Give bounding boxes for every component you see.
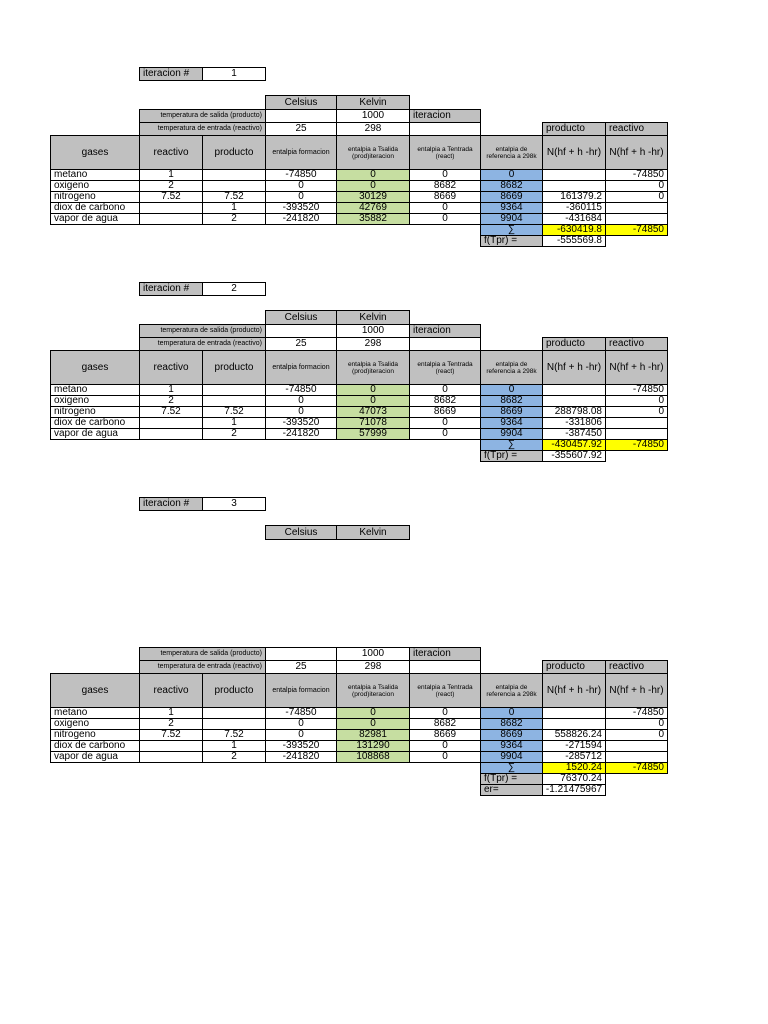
f-value[interactable]: -355607.92	[542, 450, 606, 462]
table-cell[interactable]: -393520	[265, 740, 337, 752]
table-cell[interactable]: 0	[336, 384, 410, 396]
table-cell[interactable]: 0	[605, 729, 668, 741]
table-cell[interactable]: 0	[336, 180, 410, 192]
kelvin-header: Kelvin	[336, 310, 410, 325]
table-cell[interactable]: -74850	[605, 384, 668, 396]
entalpia-tsalida-header: entalpia a Tsalida (prod)iteracion	[336, 135, 410, 170]
table-cell[interactable]: 7.52	[202, 406, 266, 418]
gases-header: gases	[50, 673, 140, 708]
reactivo-header: reactivo	[139, 350, 203, 385]
table-cell[interactable]: 0	[336, 718, 410, 730]
temp-entrada-label: temperatura de entrada (reactivo)	[139, 660, 266, 674]
gas-name-cell: metano	[50, 707, 140, 719]
table-cell[interactable]: 0	[480, 169, 543, 181]
table-cell[interactable]: 8682	[409, 180, 481, 192]
temp-entrada-celsius[interactable]: 25	[265, 122, 337, 136]
f-label: f(Tpr) =	[480, 235, 543, 247]
temp-salida-label: temperatura de salida (producto)	[139, 647, 266, 661]
table-cell[interactable]: 1	[202, 740, 266, 752]
table-cell[interactable]: -74850	[605, 169, 668, 181]
sigma-cell: ∑	[480, 439, 543, 451]
table-cell[interactable]: 9364	[480, 417, 543, 429]
entalpia-referencia-header: entalpia de referencia a 298k	[480, 350, 543, 385]
table-cell[interactable]: 9904	[480, 751, 543, 763]
table-cell[interactable]: -431684	[542, 213, 606, 225]
entalpia-referencia-header: entalpia de referencia a 298k	[480, 673, 543, 708]
table-cell[interactable]: 8682	[480, 718, 543, 730]
entalpia-referencia-header: entalpia de referencia a 298k	[480, 135, 543, 170]
table-cell[interactable]: 71078	[336, 417, 410, 429]
iteracion-col-cell[interactable]	[409, 122, 481, 136]
gas-name-cell: nitrogeno	[50, 406, 140, 418]
table-cell[interactable]: 82981	[336, 729, 410, 741]
table-cell[interactable]: 288798.08	[542, 406, 606, 418]
table-cell[interactable]: 8669	[409, 729, 481, 741]
iteracion-label: iteracion #	[139, 282, 203, 296]
table-cell[interactable]: -241820	[265, 213, 337, 225]
gas-name-cell: metano	[50, 384, 140, 396]
table-cell[interactable]: 2	[139, 180, 203, 192]
iteracion-col-cell[interactable]	[409, 660, 481, 674]
sum-reactivo-cell[interactable]: -74850	[605, 439, 668, 451]
table-cell[interactable]: 8669	[409, 191, 481, 203]
table-cell[interactable]: -74850	[265, 384, 337, 396]
temp-salida-celsius[interactable]	[265, 324, 337, 338]
table-cell[interactable]: -331806	[542, 417, 606, 429]
table-cell[interactable]: 1	[139, 707, 203, 719]
table-cell[interactable]: 9364	[480, 202, 543, 214]
table-cell[interactable]: -241820	[265, 751, 337, 763]
table-cell[interactable]: 35882	[336, 213, 410, 225]
table-cell[interactable]: 0	[336, 707, 410, 719]
iteracion-col-header: iteracion	[409, 109, 481, 123]
iteracion-label: iteracion #	[139, 497, 203, 511]
table-cell[interactable]: 0	[605, 406, 668, 418]
table-cell[interactable]: 0	[605, 180, 668, 192]
entalpia-tentrada-header: entalpia a Tentrada (react)	[409, 350, 481, 385]
table-cell[interactable]: -74850	[605, 707, 668, 719]
reactivo-col-header: reactivo	[605, 122, 668, 136]
temp-entrada-kelvin[interactable]: 298	[336, 660, 410, 674]
table-cell[interactable]: 8682	[409, 718, 481, 730]
iteracion-col-header: iteracion	[409, 324, 481, 338]
temp-salida-celsius[interactable]	[265, 647, 337, 661]
celsius-header: Celsius	[265, 95, 337, 110]
table-cell[interactable]: 1	[139, 384, 203, 396]
table-cell[interactable]: 8682	[409, 395, 481, 407]
table-cell[interactable]: 0	[605, 191, 668, 203]
table-cell[interactable]: 2	[202, 751, 266, 763]
table-cell[interactable]: 558826.24	[542, 729, 606, 741]
temp-entrada-label: temperatura de entrada (reactivo)	[139, 122, 266, 136]
temp-salida-label: temperatura de salida (producto)	[139, 324, 266, 338]
table-cell[interactable]: 30129	[336, 191, 410, 203]
gas-name-cell: oxigeno	[50, 180, 140, 192]
table-cell[interactable]: 8682	[480, 180, 543, 192]
entalpia-tentrada-header: entalpia a Tentrada (react)	[409, 673, 481, 708]
producto-header: producto	[202, 673, 266, 708]
table-cell[interactable]: 0	[409, 707, 481, 719]
gas-name-cell: vapor de agua	[50, 213, 140, 225]
n-producto-header: N(hf + h -hr)	[542, 350, 606, 385]
temp-salida-kelvin[interactable]: 1000	[336, 324, 410, 338]
table-cell[interactable]: 0	[336, 169, 410, 181]
table-cell[interactable]: 0	[409, 417, 481, 429]
table-cell[interactable]: 0	[336, 395, 410, 407]
table-cell[interactable]: 2	[202, 428, 266, 440]
n-reactivo-header: N(hf + h -hr)	[605, 350, 668, 385]
temp-entrada-celsius[interactable]: 25	[265, 337, 337, 351]
sigma-cell: ∑	[480, 762, 543, 774]
table-cell[interactable]: 0	[409, 169, 481, 181]
f-value[interactable]: 76370.24	[542, 773, 606, 785]
n-producto-header: N(hf + h -hr)	[542, 135, 606, 170]
table-cell[interactable]: -241820	[265, 428, 337, 440]
table-cell[interactable]: 161379.2	[542, 191, 606, 203]
kelvin-header: Kelvin	[336, 525, 410, 540]
table-cell[interactable]: 1	[202, 202, 266, 214]
temp-entrada-label: temperatura de entrada (reactivo)	[139, 337, 266, 351]
f-label: f(Tpr) =	[480, 450, 543, 462]
gas-name-cell: diox de carbono	[50, 740, 140, 752]
n-reactivo-header: N(hf + h -hr)	[605, 673, 668, 708]
gas-name-cell: metano	[50, 169, 140, 181]
table-cell[interactable]: -387450	[542, 428, 606, 440]
table-cell[interactable]: 1	[139, 169, 203, 181]
producto-col-header: producto	[542, 122, 606, 136]
f-value[interactable]: -555569.8	[542, 235, 606, 247]
table-cell[interactable]: 0	[409, 384, 481, 396]
table-cell[interactable]: 1	[202, 417, 266, 429]
gas-name-cell: vapor de agua	[50, 751, 140, 763]
table-cell[interactable]: 2	[202, 213, 266, 225]
table-cell[interactable]: 7.52	[202, 191, 266, 203]
table-cell[interactable]: 7.52	[139, 191, 203, 203]
entalpia-formacion-header: entalpia formacion	[265, 673, 337, 708]
table-cell[interactable]: 8669	[480, 729, 543, 741]
table-cell[interactable]: 0	[265, 191, 337, 203]
reactivo-col-header: reactivo	[605, 660, 668, 674]
iteracion-col-cell[interactable]	[409, 337, 481, 351]
entalpia-tentrada-header: entalpia a Tentrada (react)	[409, 135, 481, 170]
reactivo-header: reactivo	[139, 673, 203, 708]
reactivo-header: reactivo	[139, 135, 203, 170]
sum-producto-cell[interactable]: 1520.24	[542, 762, 606, 774]
gas-name-cell: diox de carbono	[50, 417, 140, 429]
table-cell[interactable]	[139, 428, 203, 440]
table-cell[interactable]: -271594	[542, 740, 606, 752]
table-cell[interactable]: 8669	[480, 191, 543, 203]
temp-salida-kelvin[interactable]: 1000	[336, 647, 410, 661]
temp-salida-celsius[interactable]	[265, 109, 337, 123]
iteracion-label: iteracion #	[139, 67, 203, 81]
table-cell[interactable]: 0	[265, 729, 337, 741]
table-cell[interactable]: 2	[139, 718, 203, 730]
table-cell[interactable]: 108868	[336, 751, 410, 763]
gas-name-cell: oxigeno	[50, 718, 140, 730]
gas-name-cell: nitrogeno	[50, 191, 140, 203]
table-cell[interactable]: 131290	[336, 740, 410, 752]
iteracion-number[interactable]: 1	[202, 67, 266, 81]
table-cell[interactable]: 0	[605, 395, 668, 407]
table-cell[interactable]: -74850	[265, 707, 337, 719]
iteracion-col-header: iteracion	[409, 647, 481, 661]
table-cell[interactable]: 0	[265, 180, 337, 192]
table-cell[interactable]: -74850	[265, 169, 337, 181]
gas-name-cell: vapor de agua	[50, 428, 140, 440]
table-cell[interactable]: 0	[409, 740, 481, 752]
er-value[interactable]: -1.21475967	[542, 784, 606, 796]
gases-header: gases	[50, 135, 140, 170]
table-cell[interactable]: 0	[409, 202, 481, 214]
celsius-header: Celsius	[265, 310, 337, 325]
table-cell[interactable]: 0	[265, 395, 337, 407]
er-label: er=	[480, 784, 543, 796]
f-label: f(Tpr) =	[480, 773, 543, 785]
table-cell[interactable]: 0	[409, 213, 481, 225]
table-cell[interactable]	[139, 751, 203, 763]
temp-salida-label: temperatura de salida (producto)	[139, 109, 266, 123]
celsius-header: Celsius	[265, 525, 337, 540]
iteracion-number[interactable]: 3	[202, 497, 266, 511]
table-cell[interactable]: 9904	[480, 213, 543, 225]
entalpia-formacion-header: entalpia formacion	[265, 135, 337, 170]
n-reactivo-header: N(hf + h -hr)	[605, 135, 668, 170]
table-cell[interactable]: 2	[139, 395, 203, 407]
table-cell[interactable]: 9904	[480, 428, 543, 440]
kelvin-header: Kelvin	[336, 95, 410, 110]
table-cell[interactable]: 0	[480, 707, 543, 719]
table-cell[interactable]: 9364	[480, 740, 543, 752]
iteracion-number[interactable]: 2	[202, 282, 266, 296]
table-cell[interactable]: 0	[265, 718, 337, 730]
producto-col-header: producto	[542, 337, 606, 351]
n-producto-header: N(hf + h -hr)	[542, 673, 606, 708]
gas-name-cell: diox de carbono	[50, 202, 140, 214]
temp-entrada-kelvin[interactable]: 298	[336, 337, 410, 351]
gas-name-cell: oxigeno	[50, 395, 140, 407]
table-cell[interactable]: 7.52	[139, 729, 203, 741]
table-cell[interactable]: -360115	[542, 202, 606, 214]
table-cell[interactable]: 0	[480, 384, 543, 396]
table-cell[interactable]: 0	[409, 428, 481, 440]
entalpia-tsalida-header: entalpia a Tsalida (prod)iteracion	[336, 350, 410, 385]
temp-entrada-kelvin[interactable]: 298	[336, 122, 410, 136]
table-cell[interactable]: 7.52	[139, 406, 203, 418]
table-cell[interactable]: 8669	[409, 406, 481, 418]
gas-name-cell: nitrogeno	[50, 729, 140, 741]
sum-reactivo-cell[interactable]: -74850	[605, 762, 668, 774]
entalpia-tsalida-header: entalpia a Tsalida (prod)iteracion	[336, 673, 410, 708]
sum-producto-cell[interactable]: -430457.92	[542, 439, 606, 451]
table-cell[interactable]: 8669	[480, 406, 543, 418]
temp-salida-kelvin[interactable]: 1000	[336, 109, 410, 123]
reactivo-col-header: reactivo	[605, 337, 668, 351]
producto-header: producto	[202, 350, 266, 385]
table-cell[interactable]: 57999	[336, 428, 410, 440]
entalpia-formacion-header: entalpia formacion	[265, 350, 337, 385]
sum-producto-cell[interactable]: -630419.8	[542, 224, 606, 236]
table-cell[interactable]: 0	[605, 718, 668, 730]
table-cell[interactable]: 47073	[336, 406, 410, 418]
sigma-cell: ∑	[480, 224, 543, 236]
table-cell[interactable]: 42769	[336, 202, 410, 214]
producto-col-header: producto	[542, 660, 606, 674]
table-cell[interactable]: -393520	[265, 202, 337, 214]
gases-header: gases	[50, 350, 140, 385]
table-cell[interactable]: 0	[409, 751, 481, 763]
producto-header: producto	[202, 135, 266, 170]
temp-entrada-celsius[interactable]: 25	[265, 660, 337, 674]
table-cell[interactable]: 8682	[480, 395, 543, 407]
sum-reactivo-cell[interactable]: -74850	[605, 224, 668, 236]
table-cell[interactable]	[139, 213, 203, 225]
table-cell[interactable]: -285712	[542, 751, 606, 763]
table-cell[interactable]: 0	[265, 406, 337, 418]
table-cell[interactable]: 7.52	[202, 729, 266, 741]
table-cell[interactable]: -393520	[265, 417, 337, 429]
